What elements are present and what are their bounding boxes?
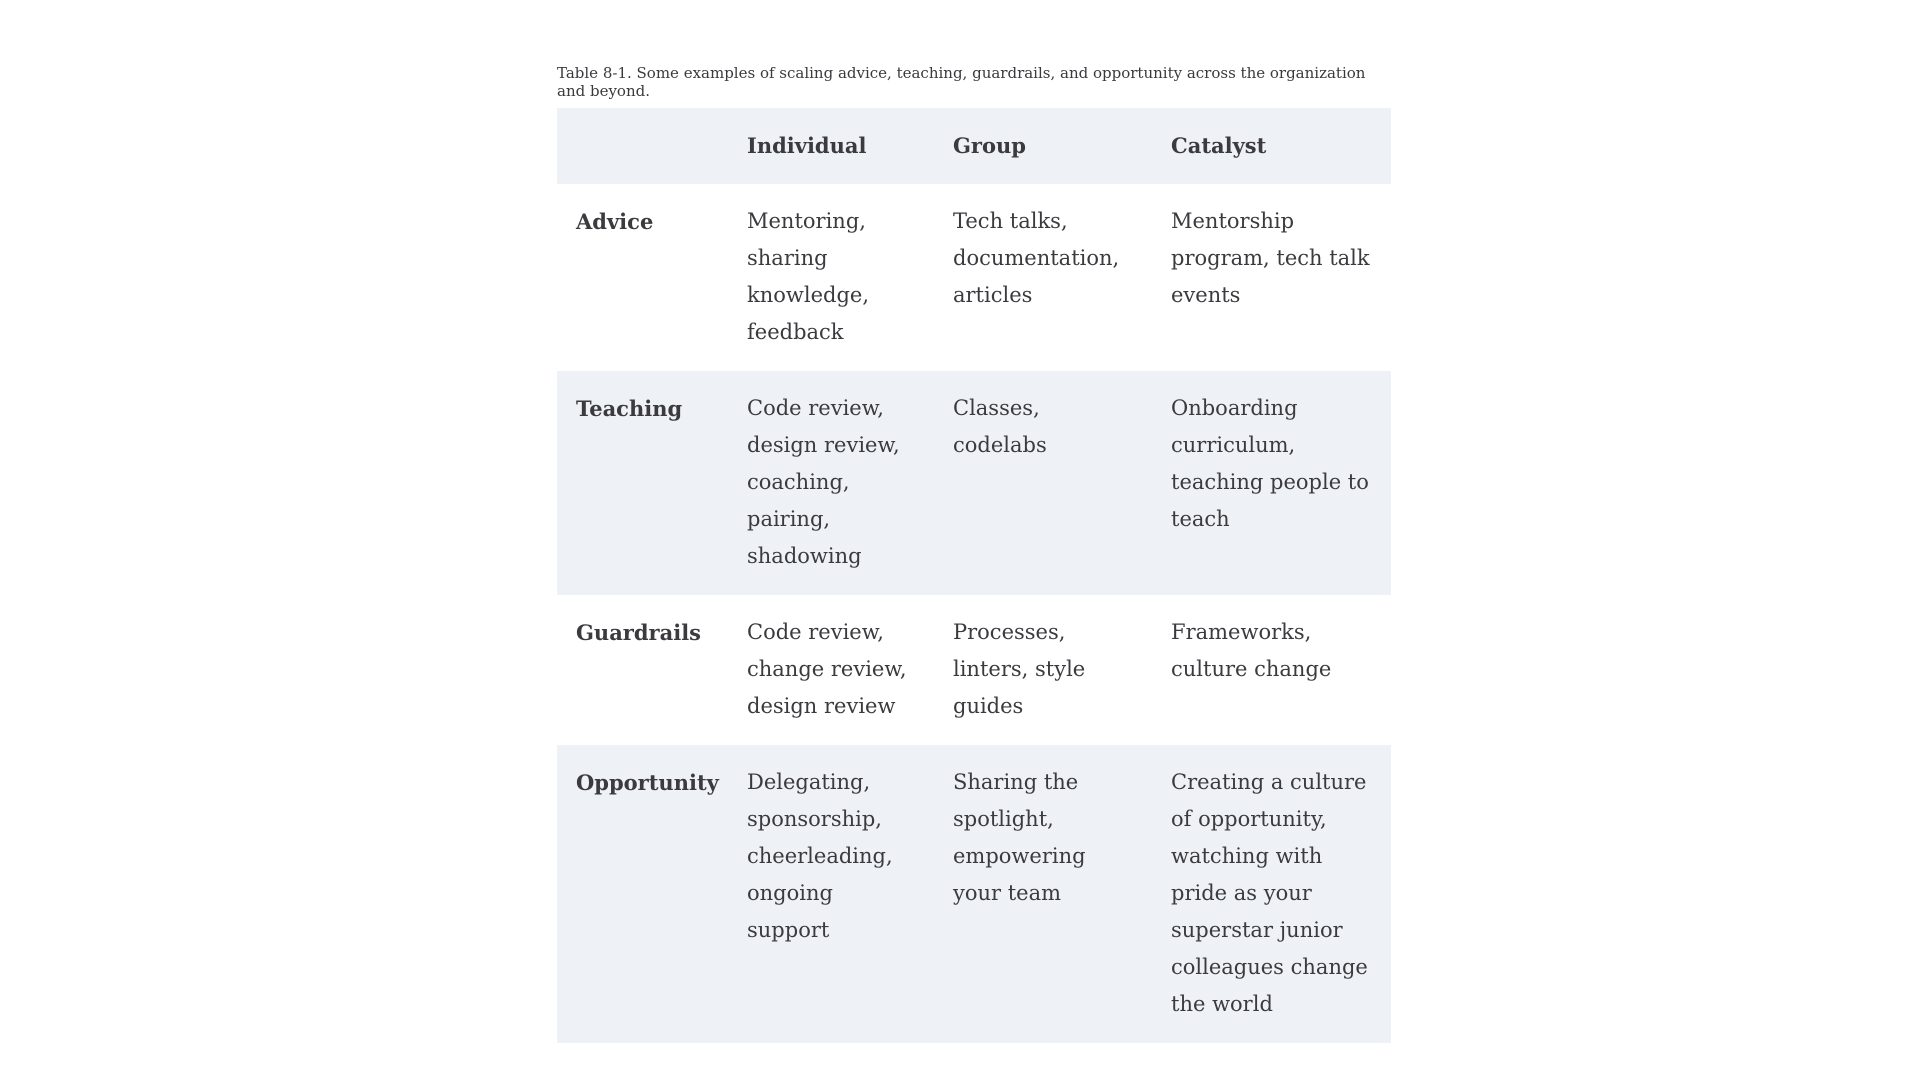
cell-teaching-catalyst: Onboarding curriculum, teaching people to teach: [1171, 396, 1369, 531]
scaling-table: [557, 108, 1391, 1043]
cell-advice-individual: Mentoring, sharing knowledge, feedback: [747, 209, 870, 344]
table-row-guardrails: [557, 595, 1391, 745]
cell-opportunity-catalyst: Creating a culture of opportunity, watching with pride as your superstar junior colleagues change the world: [1171, 770, 1368, 1016]
cell-teaching-individual: Code review, design review, coaching, pairing, shadowing: [747, 396, 900, 568]
table-row-teaching: [557, 371, 1391, 595]
header-catalyst: Catalyst: [1171, 133, 1267, 158]
cell-guardrails-group: Processes, linters, style guides: [953, 620, 1086, 718]
header-row: [557, 108, 1391, 184]
row-label-teaching: Teaching: [576, 396, 683, 421]
table-caption: Table 8-1. Some examples of scaling advice, teaching, guardrails, and opportunity across the organization and beyond.: [557, 64, 1366, 100]
header-corner: [557, 108, 728, 184]
cell-teaching-group: Classes, codelabs: [953, 396, 1047, 457]
cell-advice-catalyst: Mentorship program, tech talk events: [1171, 209, 1370, 307]
table-row-opportunity: [557, 745, 1391, 1043]
cell-advice-group: Tech talks, documentation, articles: [953, 209, 1120, 307]
cell-opportunity-individual: Delegating, sponsorship, cheerleading, ongoing support: [747, 770, 893, 942]
table-row-advice: [557, 184, 1391, 371]
row-label-opportunity: Opportunity: [576, 770, 719, 795]
cell-guardrails-catalyst: Frameworks, culture change: [1171, 620, 1332, 681]
header-group: Group: [953, 133, 1026, 158]
row-label-guardrails: Guardrails: [576, 620, 702, 645]
cell-opportunity-group: Sharing the spotlight, empowering your team: [953, 770, 1086, 905]
row-label-advice: Advice: [576, 209, 654, 234]
cell-guardrails-individual: Code review, change review, design review: [747, 620, 907, 718]
table-figure: [557, 64, 1391, 1043]
header-individual: Individual: [747, 133, 867, 158]
